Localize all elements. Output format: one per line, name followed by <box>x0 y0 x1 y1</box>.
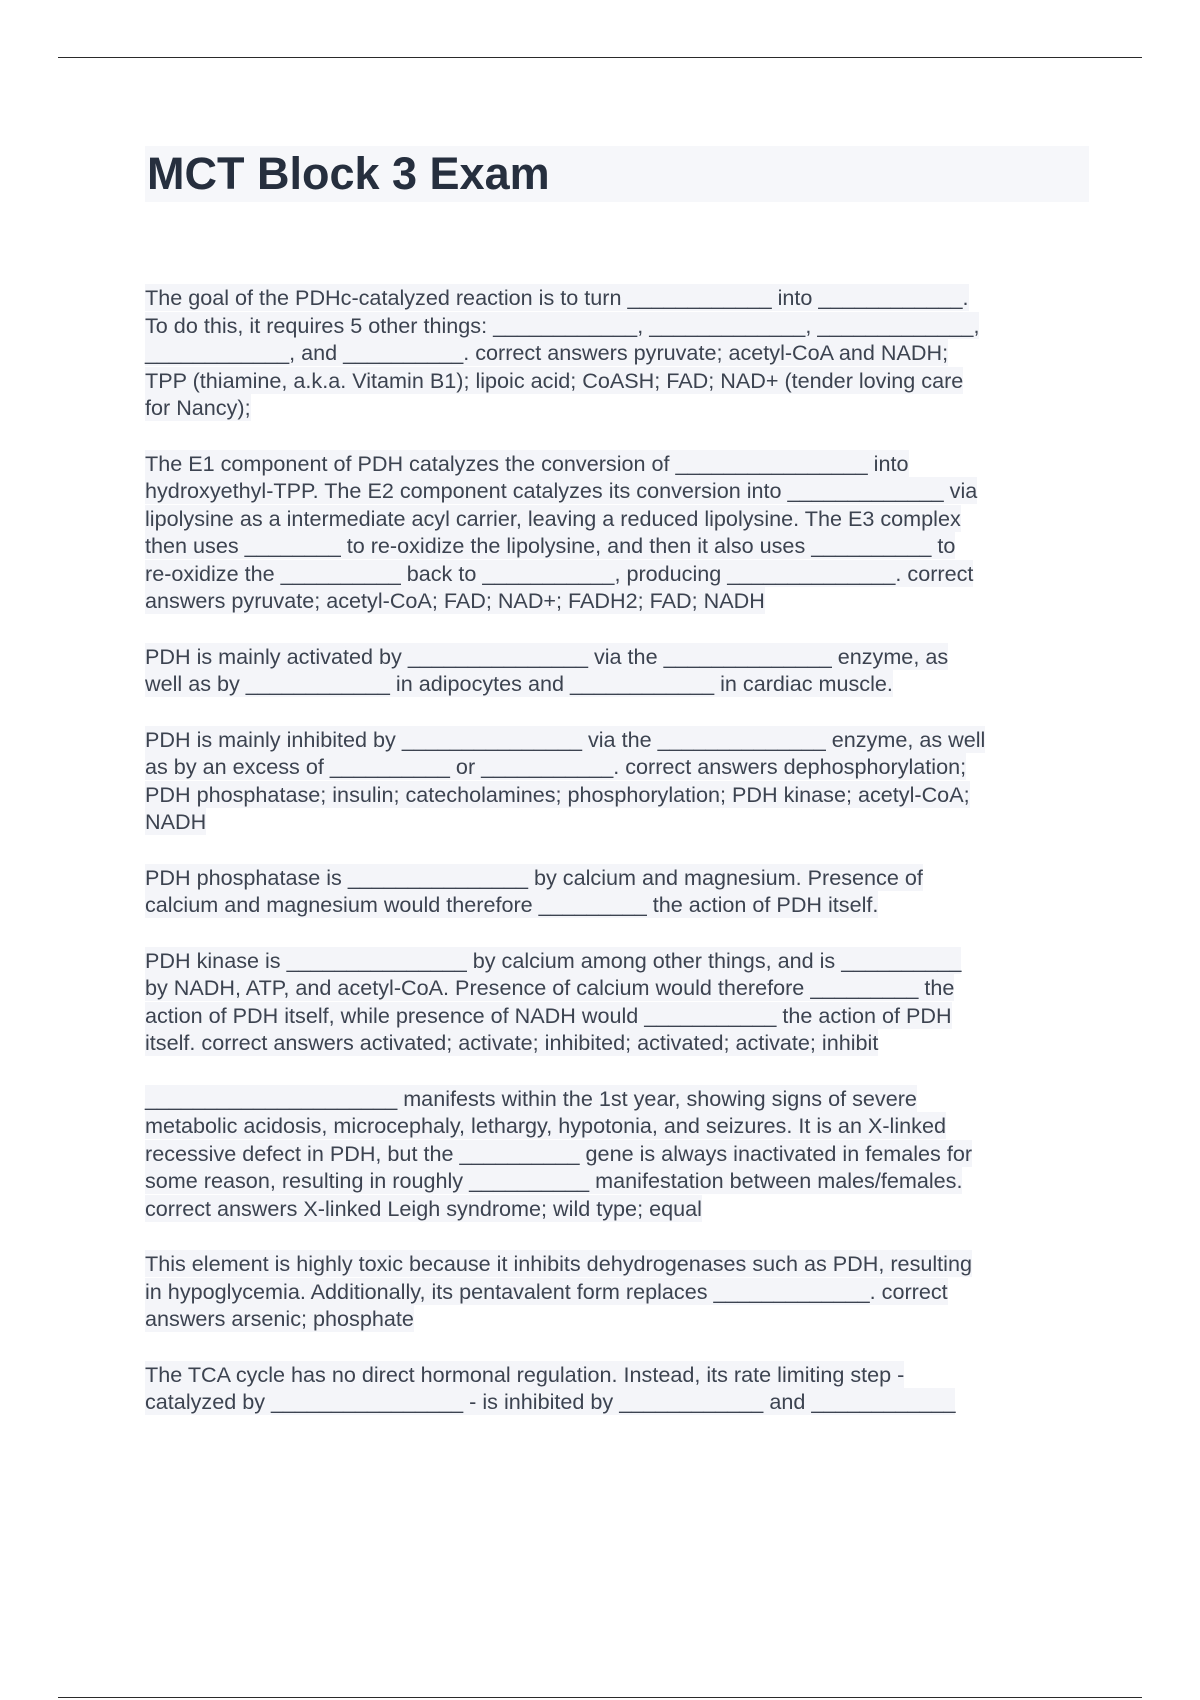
text-line: recessive defect in PDH, but the __________ gene is always inactivated in females for <box>145 1140 973 1166</box>
text-line: PDH is mainly activated by _______________ via the ______________ enzyme, as <box>145 643 949 669</box>
document-title: MCT Block 3 Exam <box>145 146 1089 202</box>
text-line: This element is highly toxic because it inhibits dehydrogenases such as PDH, resulting <box>145 1251 972 1276</box>
text-line: correct answers X-linked Leigh syndrome; wild type; equal <box>145 1195 702 1221</box>
text-line: PDH phosphatase is _______________ by calcium and magnesium. Presence of <box>145 864 923 890</box>
text-line: PDH kinase is _______________ by calcium among other things, and is __________ <box>145 947 962 973</box>
question-pdh-kinase <box>145 947 1089 1057</box>
text-line: hydroxyethyl-TPP. The E2 component catalyzes its conversion into _____________ via <box>145 478 978 503</box>
text-line: well as by ____________ in adipocytes and ____________ in cardiac muscle. <box>145 671 893 696</box>
question-pdh-inhibition <box>145 726 1089 836</box>
header-rule <box>58 57 1142 58</box>
text-line: by NADH, ATP, and acetyl-CoA. Presence of calcium would therefore _________ the <box>145 975 955 1000</box>
question-leigh-syndrome <box>145 1085 1089 1223</box>
text-line: as by an excess of __________ or ___________. correct answers dephosphorylation; <box>145 754 967 779</box>
text-line: calcium and magnesium would therefore _________ the action of PDH itself. <box>145 892 879 917</box>
text-line: The goal of the PDHc-catalyzed reaction is to turn ____________ into ____________. <box>145 285 969 310</box>
text-line: answers arsenic; phosphate <box>145 1306 414 1331</box>
text-line: catalyzed by ________________ - is inhibited by ____________ and ____________ <box>145 1389 956 1414</box>
text-line: PDH is mainly inhibited by _______________ via the ______________ enzyme, as well <box>145 726 986 752</box>
question-tca-regulation <box>145 1361 1089 1416</box>
question-arsenic <box>145 1250 1089 1333</box>
text-line: To do this, it requires 5 other things: ____________, _____________, _____________, <box>145 312 980 338</box>
text-line: TPP (thiamine, a.k.a. Vitamin B1); lipoic acid; CoASH; FAD; NAD+ (tender loving care <box>145 367 964 393</box>
text-line: for Nancy); <box>145 395 251 420</box>
question-pdh-phosphatase <box>145 864 1089 919</box>
text-line: itself. correct answers activated; activate; inhibited; activated; activate; inhibit <box>145 1030 879 1055</box>
question-pdhc-goal <box>145 284 1089 422</box>
text-line: action of PDH itself, while presence of NADH would ___________ the action of PDH <box>145 1002 952 1028</box>
text-line: NADH <box>145 809 207 834</box>
text-line: ____________, and __________. correct answers pyruvate; acetyl-CoA and NADH; <box>145 340 949 365</box>
text-line: lipolysine as a intermediate acyl carrier, leaving a reduced lipolysine. The E3 complex <box>145 505 961 531</box>
text-line: PDH phosphatase; insulin; catecholamines; phosphorylation; PDH kinase; acetyl-CoA; <box>145 781 970 807</box>
text-line: in hypoglycemia. Additionally, its pentavalent form replaces _____________. correct <box>145 1278 948 1304</box>
footer-rule <box>58 1697 1142 1698</box>
text-line: re-oxidize the __________ back to ___________, producing ______________. correct <box>145 560 974 586</box>
text-line: some reason, resulting in roughly __________ manifestation between males/females. <box>145 1168 963 1193</box>
text-line: The E1 component of PDH catalyzes the conversion of ________________ into <box>145 450 909 476</box>
text-line: then uses ________ to re-oxidize the lipolysine, and then it also uses __________ to <box>145 533 956 558</box>
text-line: _____________________ manifests within the 1st year, showing signs of severe <box>145 1085 917 1111</box>
text-line: The TCA cycle has no direct hormonal regulation. Instead, its rate limiting step - <box>145 1361 905 1387</box>
document-body <box>145 284 1089 1444</box>
text-line: metabolic acidosis, microcephaly, lethargy, hypotonia, and seizures. It is an X-linked <box>145 1113 946 1138</box>
text-line: answers pyruvate; acetyl-CoA; FAD; NAD+; FADH2; FAD; NADH <box>145 588 765 613</box>
question-pdh-activation <box>145 643 1089 698</box>
question-pdh-components <box>145 450 1089 615</box>
